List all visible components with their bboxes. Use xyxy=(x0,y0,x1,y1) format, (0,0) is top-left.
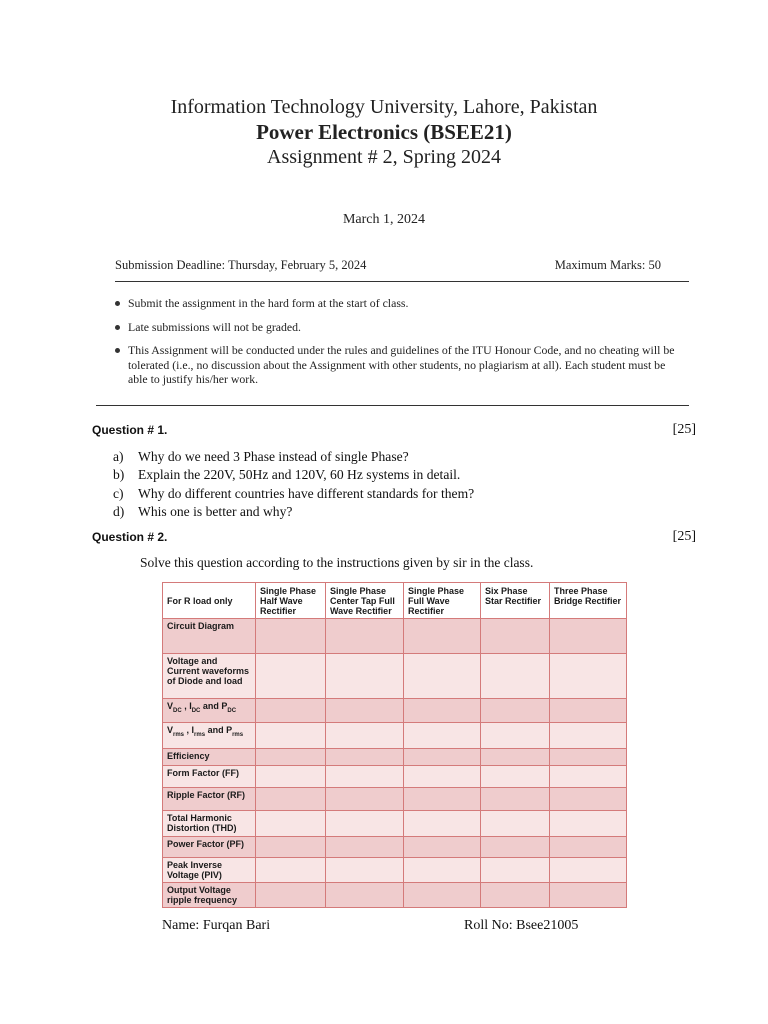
table-row xyxy=(163,699,627,723)
row-label: Form Factor (FF) xyxy=(163,766,256,788)
table-cell[interactable] xyxy=(481,811,550,837)
table-cell[interactable] xyxy=(481,654,550,699)
table-cell[interactable] xyxy=(550,811,627,837)
row-label: $V_{DC}$ , $I_{DC}$ and $P_{DC}$ xyxy=(163,699,256,723)
table-cell[interactable] xyxy=(404,766,481,788)
table-header-row xyxy=(163,583,627,619)
table-cell[interactable] xyxy=(404,654,481,699)
table-cell[interactable] xyxy=(404,723,481,749)
table-row xyxy=(163,837,627,858)
column-header: Six Phase Star Rectifier xyxy=(481,583,550,619)
instruction-item: This Assignment will be conducted under the rules and guidelines of the ITU Honour Code, and no cheating will be tolerated (i.e., no discussion about the Assignment with other students, no plagiarism at all). Each student must be able to justify his/her work. xyxy=(113,343,683,387)
row-label: Voltage and Current waveforms of Diode and load xyxy=(163,654,256,699)
column-header: Single Phase Center Tap Full Wave Rectifier xyxy=(326,583,404,619)
assignment-title: Assignment # 2, Spring 2024 xyxy=(267,146,501,168)
table-corner-cell: For R load only xyxy=(163,583,256,619)
question-1-items xyxy=(113,448,613,521)
table-cell[interactable] xyxy=(404,811,481,837)
row-label: $V_{rms}$ , $I_{rms}$ and $P_{rms}$ xyxy=(163,723,256,749)
row-label: Output Voltage ripple frequency xyxy=(163,883,256,908)
table-row xyxy=(163,654,627,699)
table-cell[interactable] xyxy=(404,749,481,766)
table-cell[interactable] xyxy=(326,883,404,908)
table-cell[interactable] xyxy=(326,766,404,788)
row-label: Circuit Diagram xyxy=(163,619,256,654)
column-header: Single Phase Full Wave Rectifier xyxy=(404,583,481,619)
table-cell[interactable] xyxy=(550,766,627,788)
table-cell[interactable] xyxy=(326,811,404,837)
row-label: Peak Inverse Voltage (PIV) xyxy=(163,858,256,883)
list-item: d) Whis one is better and why? xyxy=(113,503,293,519)
table-cell[interactable] xyxy=(326,723,404,749)
maximum-marks: Maximum Marks: 50 xyxy=(554,258,661,272)
table-cell[interactable] xyxy=(481,699,550,723)
table-cell[interactable] xyxy=(550,723,627,749)
table-cell[interactable] xyxy=(481,766,550,788)
table-cell[interactable] xyxy=(256,619,326,654)
table-cell[interactable] xyxy=(326,858,404,883)
question-1-marks: [25] xyxy=(672,422,696,437)
table-cell[interactable] xyxy=(404,788,481,811)
table-cell[interactable] xyxy=(481,883,550,908)
table-cell[interactable] xyxy=(550,699,627,723)
table-cell[interactable] xyxy=(550,837,627,858)
table-cell[interactable] xyxy=(481,749,550,766)
table-row xyxy=(163,883,627,908)
submission-deadline: Submission Deadline: Thursday, February 5, 2024 xyxy=(115,258,367,272)
table-cell[interactable] xyxy=(481,619,550,654)
table-cell[interactable] xyxy=(256,654,326,699)
student-name: Name: Furqan Bari xyxy=(162,918,271,933)
instruction-item: Submit the assignment in the hard form at the start of class. xyxy=(113,296,683,311)
table-cell[interactable] xyxy=(326,837,404,858)
table-cell[interactable] xyxy=(256,699,326,723)
column-header: Single Phase Half Wave Rectifier xyxy=(256,583,326,619)
question-2-title: Question # 2. xyxy=(92,530,168,544)
row-label: Total Harmonic Distortion (THD) xyxy=(163,811,256,837)
table-cell[interactable] xyxy=(404,858,481,883)
instructions-list xyxy=(113,296,683,396)
table-cell[interactable] xyxy=(326,699,404,723)
roll-number: Roll No: Bsee21005 xyxy=(464,918,579,933)
table-cell[interactable] xyxy=(404,619,481,654)
rectifier-table xyxy=(162,582,627,908)
list-item: a) Why do we need 3 Phase instead of single Phase? xyxy=(113,449,409,464)
table-cell[interactable] xyxy=(256,766,326,788)
table-cell[interactable] xyxy=(404,883,481,908)
table-cell[interactable] xyxy=(256,788,326,811)
row-label: Power Factor (PF) xyxy=(163,837,256,858)
table-cell[interactable] xyxy=(550,749,627,766)
table-cell[interactable] xyxy=(481,788,550,811)
question-2-instruction: Solve this question according to the instructions given by sir in the class. xyxy=(140,555,534,570)
table-cell[interactable] xyxy=(326,749,404,766)
bullet-icon xyxy=(115,348,120,353)
row-label: Ripple Factor (RF) xyxy=(163,788,256,811)
course-title: Power Electronics (BSEE21) xyxy=(256,120,512,144)
table-row xyxy=(163,811,627,837)
instruction-item: Late submissions will not be graded. xyxy=(113,320,683,335)
table-cell[interactable] xyxy=(256,749,326,766)
university-title: Information Technology University, Lahore, Pakistan xyxy=(170,96,598,118)
table-cell[interactable] xyxy=(256,858,326,883)
table-cell[interactable] xyxy=(404,837,481,858)
table-cell[interactable] xyxy=(550,654,627,699)
table-cell[interactable] xyxy=(550,619,627,654)
question-1-title: Question # 1. xyxy=(92,423,168,437)
list-item: c) Why do different countries have different standards for them? xyxy=(113,485,475,501)
table-cell[interactable] xyxy=(550,788,627,811)
question-2-marks: [25] xyxy=(672,529,696,544)
row-label: Efficiency xyxy=(163,749,256,766)
table-cell[interactable] xyxy=(256,883,326,908)
list-item: b) Explain the 220V, 50Hz and 120V, 60 Hz systems in detail. xyxy=(113,467,461,483)
table-cell[interactable] xyxy=(481,837,550,858)
table-row xyxy=(163,766,627,788)
table-cell[interactable] xyxy=(326,788,404,811)
table-row xyxy=(163,858,627,883)
table-cell[interactable] xyxy=(326,654,404,699)
table-row xyxy=(163,788,627,811)
table-cell[interactable] xyxy=(550,883,627,908)
bottom-divider xyxy=(96,405,689,406)
table-cell[interactable] xyxy=(256,837,326,858)
column-header: Three Phase Bridge Rectifier xyxy=(550,583,627,619)
table-row xyxy=(163,749,627,766)
table-cell[interactable] xyxy=(481,858,550,883)
table-cell[interactable] xyxy=(404,699,481,723)
table-cell[interactable] xyxy=(256,723,326,749)
table-cell[interactable] xyxy=(550,858,627,883)
bullet-icon xyxy=(115,325,120,330)
table-row xyxy=(163,619,627,654)
table-cell[interactable] xyxy=(326,619,404,654)
table-cell[interactable] xyxy=(256,811,326,837)
table-cell[interactable] xyxy=(481,723,550,749)
assignment-date: March 1, 2024 xyxy=(342,212,426,227)
top-divider xyxy=(115,281,689,282)
bullet-icon xyxy=(115,301,120,306)
table-row xyxy=(163,723,627,749)
